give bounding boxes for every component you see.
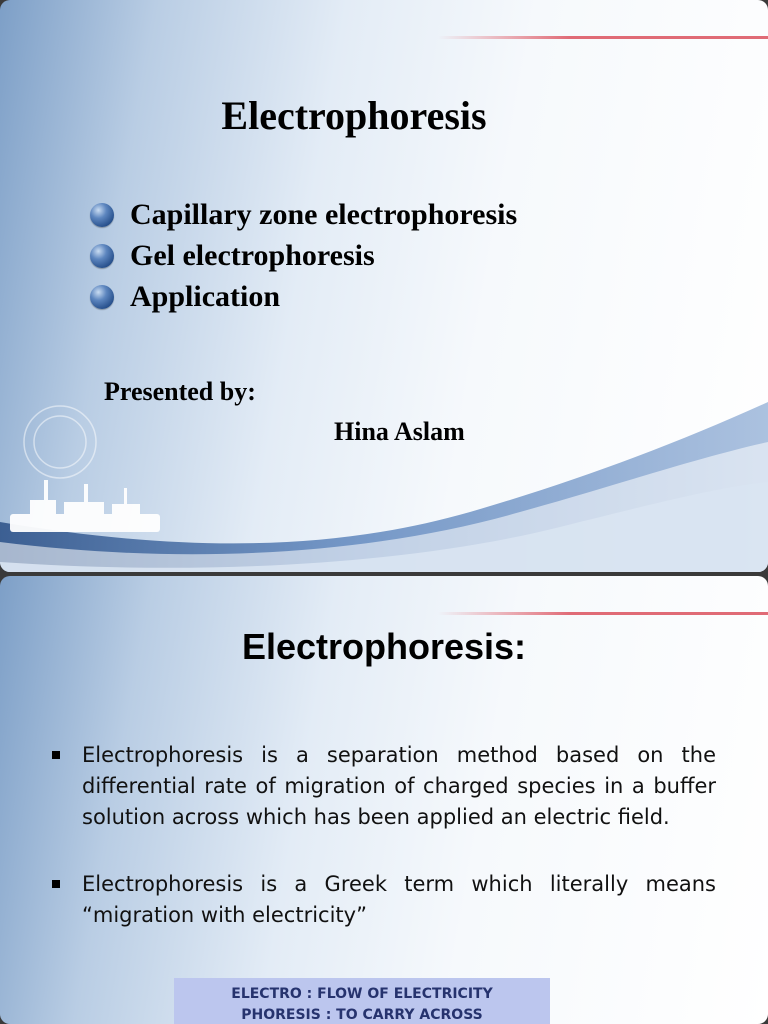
slide-heading: Electrophoresis:	[241, 626, 527, 667]
list-item	[52, 869, 716, 931]
etymology-box	[174, 978, 550, 1024]
list-item-text: Electrophoresis is a separation method based on the differential rate of migration of charged species in a buffer solution across which has been applied an electric field.	[82, 743, 716, 829]
etymology-line-electro: ELECTRO : FLOW OF ELECTRICITY	[231, 986, 493, 1002]
list-item	[90, 194, 517, 235]
etymology-line-phoresis: PHORESIS : TO CARRY ACROSS	[241, 1007, 483, 1023]
list-item-text: Application	[130, 279, 281, 313]
list-item	[90, 235, 517, 276]
presented-by-label: Presented by:	[104, 377, 256, 406]
list-item-text: Capillary zone electrophoresis	[130, 197, 518, 231]
list-item	[52, 740, 716, 833]
square-bullet-icon	[52, 751, 60, 759]
topic-list	[90, 194, 517, 317]
presenter-name: Hina Aslam	[334, 417, 465, 446]
list-item	[90, 276, 517, 317]
accent-line	[438, 612, 768, 615]
globe-bullet-icon	[90, 203, 114, 227]
slide-definition	[0, 576, 768, 1024]
accent-line	[438, 36, 768, 39]
globe-bullet-icon	[90, 285, 114, 309]
slide-title-heading: Electrophoresis	[221, 93, 487, 138]
globe-bullet-icon	[90, 244, 114, 268]
list-item-text: Gel electrophoresis	[130, 238, 375, 272]
list-item-text: Electrophoresis is a Greek term which literally means “migration with electricity”	[82, 872, 716, 927]
square-bullet-icon	[52, 880, 60, 888]
definition-list	[52, 740, 716, 967]
